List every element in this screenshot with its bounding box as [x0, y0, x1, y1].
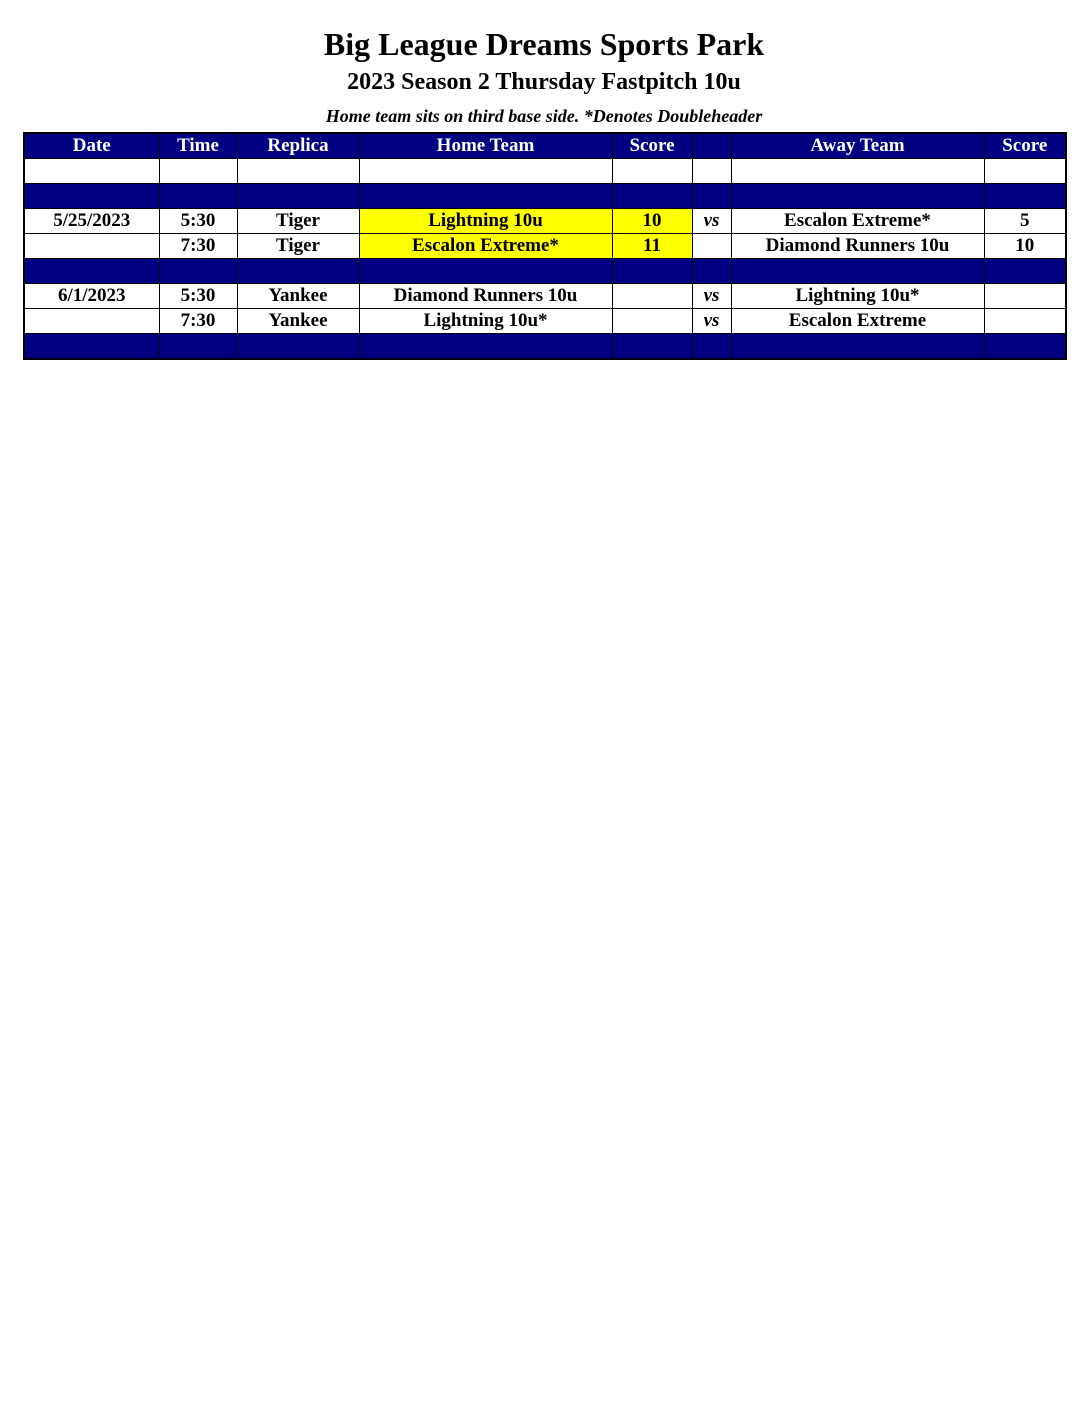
- schedule-note: Home team sits on third base side. *Denotes Doubleheader: [325, 106, 763, 126]
- page-title: Big League Dreams Sports Park: [323, 26, 765, 62]
- game-time: 7:30: [159, 234, 237, 259]
- band-cell: [237, 184, 359, 209]
- home-score: [612, 284, 692, 309]
- band-cell: [24, 184, 159, 209]
- away-score: [984, 284, 1066, 309]
- band-cell: [984, 334, 1066, 360]
- home-team: Lightning 10u*: [359, 309, 612, 334]
- game-date: 6/1/2023: [24, 284, 159, 309]
- band-cell: [612, 334, 692, 360]
- column-header-date: Date: [24, 133, 159, 159]
- game-field: Tiger: [237, 234, 359, 259]
- band-cell: [731, 334, 984, 360]
- band-cell: [612, 184, 692, 209]
- band-cell: [984, 259, 1066, 284]
- separator-band: [24, 184, 1066, 209]
- band-cell: [731, 184, 984, 209]
- game-row: [24, 234, 1066, 259]
- vs-label: vs: [692, 209, 731, 234]
- band-cell: [237, 334, 359, 360]
- column-header-home-team: Home Team: [359, 133, 612, 159]
- band-cell: [159, 334, 237, 360]
- game-field: Yankee: [237, 309, 359, 334]
- column-header-replica: Replica: [237, 133, 359, 159]
- blank-cell: [984, 159, 1066, 184]
- away-team: Diamond Runners 10u: [731, 234, 984, 259]
- game-date: 5/25/2023: [24, 209, 159, 234]
- separator-band: [24, 259, 1066, 284]
- column-header-home-score: Score: [612, 133, 692, 159]
- column-header-away-score: Score: [984, 133, 1066, 159]
- blank-cell: [237, 159, 359, 184]
- game-field: Yankee: [237, 284, 359, 309]
- separator-band: [24, 334, 1066, 360]
- game-date: [24, 309, 159, 334]
- away-team: Escalon Extreme*: [731, 209, 984, 234]
- blank-cell: [692, 159, 731, 184]
- schedule-subtitle: 2023 Season 2 Thursday Fastpitch 10u: [347, 69, 741, 95]
- column-header-away-team: Away Team: [731, 133, 984, 159]
- home-team: Diamond Runners 10u: [359, 284, 612, 309]
- blank-cell: [24, 159, 159, 184]
- band-cell: [237, 259, 359, 284]
- band-cell: [359, 259, 612, 284]
- vs-label: [692, 234, 731, 259]
- away-score: [984, 309, 1066, 334]
- game-time: 5:30: [159, 284, 237, 309]
- column-header-vs: [692, 133, 731, 159]
- away-team: Escalon Extreme: [731, 309, 984, 334]
- vs-label: vs: [692, 284, 731, 309]
- blank-row: [24, 159, 1066, 184]
- game-row: [24, 284, 1066, 309]
- band-cell: [24, 259, 159, 284]
- blank-cell: [159, 159, 237, 184]
- band-cell: [359, 334, 612, 360]
- band-cell: [159, 259, 237, 284]
- blank-cell: [612, 159, 692, 184]
- game-time: 5:30: [159, 209, 237, 234]
- band-cell: [692, 334, 731, 360]
- header-row: [24, 133, 1066, 159]
- schedule-table: [23, 132, 1067, 360]
- away-score: 5: [984, 209, 1066, 234]
- vs-label: vs: [692, 309, 731, 334]
- game-time: 7:30: [159, 309, 237, 334]
- away-team: Lightning 10u*: [731, 284, 984, 309]
- band-cell: [692, 259, 731, 284]
- band-cell: [24, 334, 159, 360]
- band-cell: [731, 259, 984, 284]
- blank-cell: [731, 159, 984, 184]
- home-score: [612, 309, 692, 334]
- game-date: [24, 234, 159, 259]
- band-cell: [692, 184, 731, 209]
- home-score: 10: [612, 209, 692, 234]
- away-score: 10: [984, 234, 1066, 259]
- home-score: 11: [612, 234, 692, 259]
- game-row: [24, 309, 1066, 334]
- game-row: [24, 209, 1066, 234]
- blank-cell: [359, 159, 612, 184]
- home-team: Lightning 10u: [359, 209, 612, 234]
- band-cell: [612, 259, 692, 284]
- band-cell: [359, 184, 612, 209]
- band-cell: [984, 184, 1066, 209]
- column-header-time: Time: [159, 133, 237, 159]
- home-team: Escalon Extreme*: [359, 234, 612, 259]
- game-field: Tiger: [237, 209, 359, 234]
- band-cell: [159, 184, 237, 209]
